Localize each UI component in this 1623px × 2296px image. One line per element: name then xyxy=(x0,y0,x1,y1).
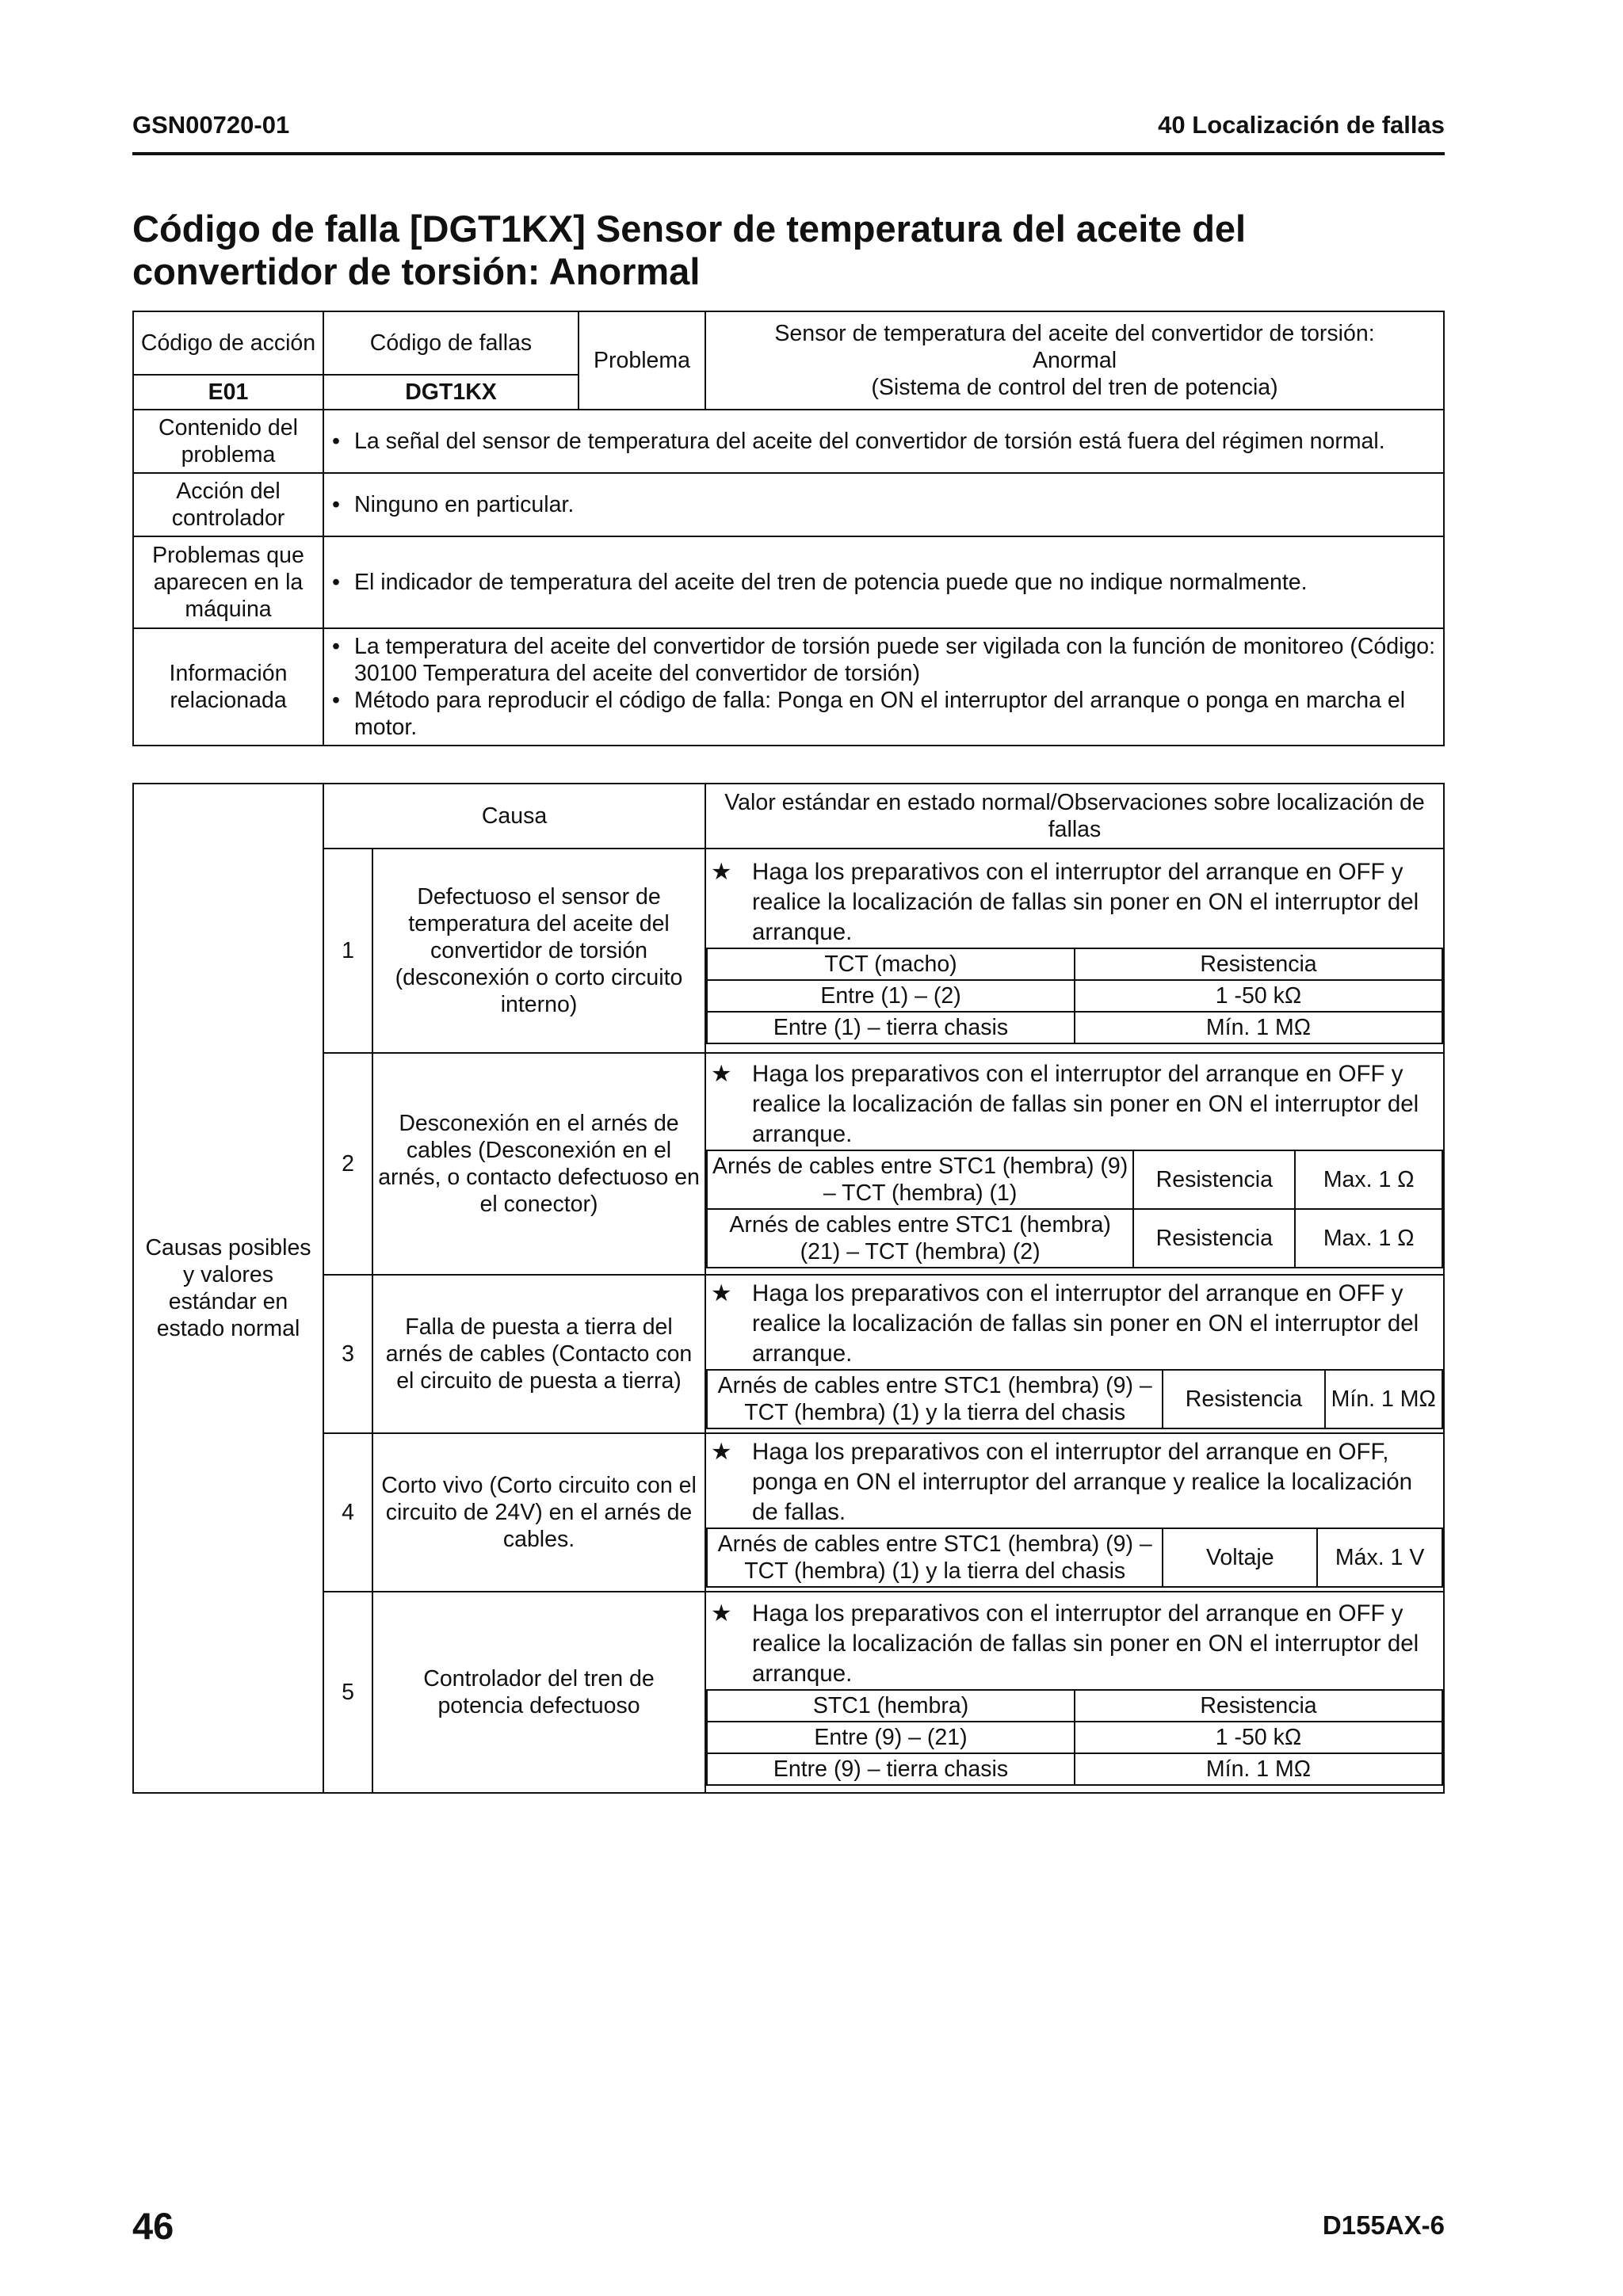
note-text: Haga los preparativos con el interruptor del arranque en OFF, ponga en ON el interruptor del arranque y realice la localización de fallas. xyxy=(752,1439,1413,1525)
cause-check xyxy=(705,1053,1444,1275)
note xyxy=(706,1059,1443,1150)
table-cell: Entre (1) – (2) xyxy=(707,980,1075,1012)
table-cell: Max. 1 Ω xyxy=(1295,1150,1442,1209)
table-cell: Entre (1) – tierra chasis xyxy=(707,1012,1075,1043)
section-title: 40 Localización de fallas xyxy=(1158,111,1445,139)
doc-code: GSN00720-01 xyxy=(132,111,290,139)
problem-content-label: Contenido del problema xyxy=(133,410,323,473)
problem-content xyxy=(323,410,1444,473)
table-cell: Entre (9) – tierra chasis xyxy=(707,1753,1075,1785)
cause-number: 5 xyxy=(323,1592,372,1793)
measure-header: Resistencia xyxy=(1075,948,1442,980)
table-cell: Entre (9) – (21) xyxy=(707,1722,1075,1753)
list-item: • Método para reproducir el código de falla: Ponga en ON el interruptor del arranque o ponga en marcha el motor. xyxy=(329,687,1438,741)
star-icon: ★ xyxy=(711,1280,732,1306)
related-info-label: Información relacionada xyxy=(133,628,323,746)
problem-text xyxy=(705,311,1444,410)
table-cell: Arnés de cables entre STC1 (hembra) (9) – TCT (hembra) (1) y la tierra del chasis xyxy=(707,1528,1163,1587)
note-text: Haga los preparativos con el interruptor del arranque en OFF y realice la localización de fallas sin poner en ON el interruptor del arranque. xyxy=(752,859,1419,945)
problem-text-2: Anormal xyxy=(1032,348,1117,373)
cause-text: Defectuoso el sensor de temperatura del aceite del convertidor de torsión (desconexión o corto circuito interno) xyxy=(372,849,705,1053)
cause-text: Controlador del tren de potencia defectuoso xyxy=(372,1592,705,1793)
list-item: • La temperatura del aceite del convertidor de torsión puede ser vigilada con la función de monitoreo (Código: 30100 Temperatura del aceite del convertidor de torsión) xyxy=(329,633,1438,687)
table-cell: Máx. 1 V xyxy=(1317,1528,1442,1587)
header-rule xyxy=(132,152,1445,155)
cause-check xyxy=(705,1592,1444,1793)
table-cell: Mín. 1 MΩ xyxy=(1075,1012,1442,1043)
action-code-label: Código de acción xyxy=(133,311,323,375)
table-cell: 1 -50 kΩ xyxy=(1075,980,1442,1012)
cause-check xyxy=(705,1275,1444,1433)
table-cell: Mín. 1 MΩ xyxy=(1075,1753,1442,1785)
note-text: Haga los preparativos con el interruptor del arranque en OFF y realice la localización de fallas sin poner en ON el interruptor del arranque. xyxy=(752,1061,1419,1147)
page-title xyxy=(132,208,1445,293)
star-icon: ★ xyxy=(711,859,732,885)
cause-number: 2 xyxy=(323,1053,372,1275)
note xyxy=(706,1437,1443,1527)
cause-header: Causa xyxy=(323,784,705,849)
table-cell: Arnés de cables entre STC1 (hembra) (9) – TCT (hembra) (1) y la tierra del chasis xyxy=(707,1370,1163,1428)
controller-action xyxy=(323,473,1444,536)
title-line-2: convertidor de torsión: Anormal xyxy=(132,250,701,292)
table-cell: Arnés de cables entre STC1 (hembra) (21) – TCT (hembra) (2) xyxy=(707,1209,1133,1268)
check-table xyxy=(706,948,1443,1044)
cause-text: Falla de puesta a tierra del arnés de cables (Contacto con el circuito de puesta a tierra) xyxy=(372,1275,705,1433)
list-item: • Ninguno en particular. xyxy=(329,491,1438,518)
table-cell: 1 -50 kΩ xyxy=(1075,1722,1442,1753)
value-header: Valor estándar en estado normal/Observaciones sobre localización de fallas xyxy=(705,784,1444,849)
measure-header: Resistencia xyxy=(1075,1690,1442,1722)
cause-number: 1 xyxy=(323,849,372,1053)
page-number: 46 xyxy=(132,2205,174,2247)
note-text: Haga los preparativos con el interruptor del arranque en OFF y realice la localización de fallas sin poner en ON el interruptor del arranque. xyxy=(752,1600,1419,1687)
list-item: • La señal del sensor de temperatura del aceite del convertidor de torsión está fuera del régimen normal. xyxy=(329,428,1438,455)
cause-check xyxy=(705,1433,1444,1592)
connector-header: TCT (macho) xyxy=(707,948,1075,980)
table-cell: Voltaje xyxy=(1163,1528,1317,1587)
table-cell: Resistencia xyxy=(1133,1150,1295,1209)
note xyxy=(706,1279,1443,1369)
controller-action-label: Acción del controlador xyxy=(133,473,323,536)
table-cell: Resistencia xyxy=(1163,1370,1324,1428)
problem-text-1: Sensor de temperatura del aceite del convertidor de torsión: xyxy=(774,321,1375,346)
problem-text-3: (Sistema de control del tren de potencia) xyxy=(871,375,1278,400)
causes-table xyxy=(132,783,1445,1794)
cause-number: 4 xyxy=(323,1433,372,1592)
star-icon: ★ xyxy=(711,1061,732,1087)
list-item: • El indicador de temperatura del aceite del tren de potencia puede que no indique normalmente. xyxy=(329,569,1438,596)
title-line-1: Código de falla [DGT1KX] Sensor de temperatura del aceite del xyxy=(132,208,1247,250)
model-code: D155AX-6 xyxy=(1322,2210,1445,2240)
problem-label: Problema xyxy=(579,311,705,410)
fault-info-table xyxy=(132,311,1445,746)
star-icon: ★ xyxy=(711,1439,732,1465)
check-table xyxy=(706,1369,1443,1429)
table-cell: Resistencia xyxy=(1133,1209,1295,1268)
fault-code-label: Código de fallas xyxy=(323,311,579,375)
note xyxy=(706,1599,1443,1689)
related-info xyxy=(323,628,1444,746)
causes-side-label: Causas posibles y valores estándar en estado normal xyxy=(133,784,323,1793)
action-code: E01 xyxy=(133,375,323,410)
machine-problems-label: Problemas que aparecen en la máquina xyxy=(133,536,323,628)
table-cell: Arnés de cables entre STC1 (hembra) (9) – TCT (hembra) (1) xyxy=(707,1150,1133,1209)
check-table xyxy=(706,1689,1443,1786)
machine-problems xyxy=(323,536,1444,628)
cause-text: Desconexión en el arnés de cables (Desconexión en el arnés, o contacto defectuoso en el conector) xyxy=(372,1053,705,1275)
check-table xyxy=(706,1527,1443,1588)
cause-check xyxy=(705,849,1444,1053)
star-icon: ★ xyxy=(711,1600,732,1627)
check-table xyxy=(706,1150,1443,1268)
table-cell: Mín. 1 MΩ xyxy=(1325,1370,1442,1428)
table-cell: Max. 1 Ω xyxy=(1295,1209,1442,1268)
connector-header: STC1 (hembra) xyxy=(707,1690,1075,1722)
note-text: Haga los preparativos con el interruptor del arranque en OFF y realice la localización de fallas sin poner en ON el interruptor del arranque. xyxy=(752,1280,1419,1367)
fault-code: DGT1KX xyxy=(323,375,579,410)
note xyxy=(706,857,1443,948)
cause-text: Corto vivo (Corto circuito con el circuito de 24V) en el arnés de cables. xyxy=(372,1433,705,1592)
cause-number: 3 xyxy=(323,1275,372,1433)
